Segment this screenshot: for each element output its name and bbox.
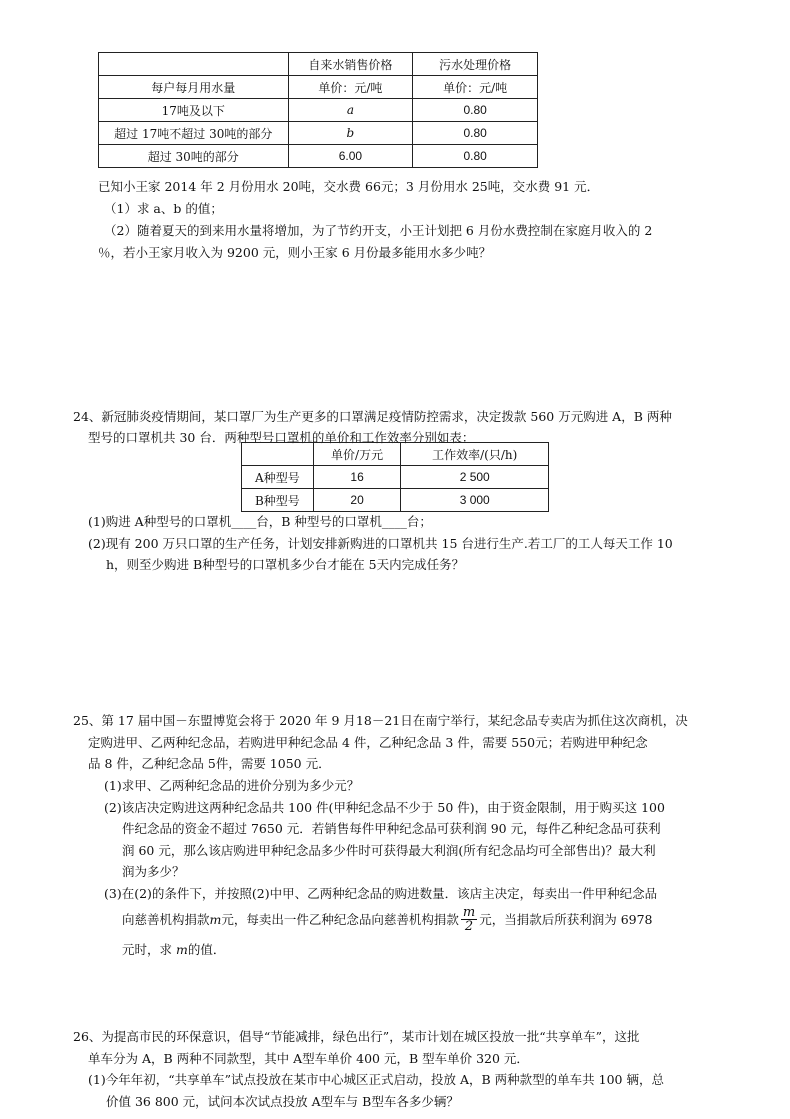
q25-part2-line2: 件纪念品的资金不超过 7650 元．若销售每件甲种纪念品可获利润 90 元，每件乙种纪念品可获利: [122, 821, 661, 836]
q24-line1: 24、新冠肺炎疫情期间，某口罩厂为生产更多的口罩满足疫情防控需求，决定拨款 560 万元购进 A，B 两种: [73, 409, 672, 424]
q23-part1: （1）求 a、b 的值；: [104, 201, 223, 216]
fraction-denominator: 2: [464, 918, 474, 934]
q25-text: 元，当捐款后所获利润为 6978: [479, 912, 653, 927]
q25-part3-line2: [122, 902, 653, 936]
table-cell: 单价/万元: [313, 443, 401, 466]
table-row: [242, 489, 549, 512]
q25-part2-line4: 润为多少？: [122, 864, 185, 879]
table-cell: 自来水销售价格: [288, 53, 413, 76]
q26-part1-line2: 价值 36 800 元，试问本次试点投放 A型车与 B型车各多少辆？: [106, 1094, 459, 1109]
table-cell: 超过 17吨不超过 30吨的部分: [99, 122, 289, 145]
q24-part1: (1)购进 A种型号的口罩机____台，B 种型号的口罩机____台；: [88, 514, 432, 529]
q24-part2-line1: (2)现有 200 万只口罩的生产任务，计划安排新购进的口罩机共 15 台进行生产.若工厂的工人每天工作 10: [88, 536, 673, 551]
table-cell: 20: [313, 489, 401, 512]
table-cell: 单价：元/吨: [288, 76, 413, 99]
table-row: [99, 76, 538, 99]
q26-part1-line1: (1)今年年初，“共享单车”试点投放在某市中心城区正式启动，投放 A，B 两种款型的单车共 100 辆，总: [88, 1072, 664, 1087]
table-cell: 工作效率/(只/h): [401, 443, 549, 466]
table-cell: 0.80: [413, 122, 538, 145]
fraction-m-over-2: [461, 906, 477, 933]
q26-line2: 单车分为 A，B 两种不同款型，其中 A型车单价 400 元，B 型车单价 320 元．: [88, 1051, 529, 1066]
table-row: [99, 145, 538, 168]
q25-text: 元，每卖出一件乙种纪念品向慈善机构捐款: [221, 912, 459, 927]
table-cell: 0.80: [413, 99, 538, 122]
q25-part2-line3: 润 60 元，那么该店购进甲种纪念品多少件时可获得最大利润(所有纪念品均可全部售出)？最大利: [122, 843, 656, 858]
q25-part1: (1)求甲、乙两种纪念品的进价分别为多少元？: [104, 778, 360, 793]
water-price-table: [98, 52, 538, 168]
table-cell: 单价：元/吨: [413, 76, 538, 99]
table-cell: 3 000: [401, 489, 549, 512]
table-cell: 17吨及以下: [99, 99, 289, 122]
q25-line1: 25、第 17 届中国－东盟博览会将于 2020 年 9 月18－21日在南宁举行，某纪念品专卖店为抓住这次商机，决: [73, 713, 688, 728]
q26-line1: 26、为提高市民的环保意识，倡导“节能减排，绿色出行”，某市计划在城区投放一批“共享单车”，这批: [73, 1029, 640, 1044]
table-row: [99, 53, 538, 76]
table-row: [99, 122, 538, 145]
table-cell: 每户每月用水量: [99, 76, 289, 99]
fraction-numerator: m: [462, 904, 476, 920]
table-row: [242, 466, 549, 489]
q25-text: 向慈善机构捐款: [122, 912, 210, 927]
table-row: [242, 443, 549, 466]
table-cell: 超过 30吨的部分: [99, 145, 289, 168]
q24-line2: 型号的口罩机共 30 台．两种型号口罩机的单价和工作效率分别如表：: [88, 430, 475, 445]
q23-part2-line2: ％，若小王家月收入为 9200 元，则小王家 6 月份最多能用水多少吨？: [98, 245, 492, 260]
table-row: [99, 99, 538, 122]
q25-line2: 定购进甲、乙两种纪念品，若购进甲种纪念品 4 件，乙种纪念品 3 件，需要 550元；若购进甲种纪念: [88, 735, 648, 750]
q23-intro: 已知小王家 2014 年 2 月份用水 20吨，交水费 66元；3 月份用水 25吨，交水费 91 元．: [98, 179, 600, 194]
table-cell: A种型号: [242, 466, 314, 489]
q25-text: 的值．: [187, 942, 226, 957]
machine-table: [241, 442, 549, 512]
q25-line3: 品 8 件，乙种纪念品 5件，需要 1050 元．: [88, 756, 331, 771]
q25-part2-line1: (2)该店决定购进这两种纪念品共 100 件(甲种纪念品不少于 50 件)，由于资金限制，用于购买这 100: [104, 800, 665, 815]
table-cell: 2 500: [401, 466, 549, 489]
table-cell: a: [288, 99, 413, 122]
q25-part3-line3: [122, 940, 225, 958]
table-cell: 0.80: [413, 145, 538, 168]
table-cell: b: [288, 122, 413, 145]
q23-part2-line1: （2）随着夏天的到来用水量将增加，为了节约开支，小王计划把 6 月份水费控制在家庭月收入的 2: [104, 223, 653, 238]
table-cell: [242, 443, 314, 466]
q25-part3-line1: (3)在(2)的条件下，并按照(2)中甲、乙两种纪念品的购进数量．该店主决定，每卖出一件甲种纪念品: [104, 886, 658, 901]
table-cell: [99, 53, 289, 76]
table-cell: 16: [313, 466, 401, 489]
table-cell: 6.00: [288, 145, 413, 168]
table-cell: B种型号: [242, 489, 314, 512]
math-variable-m: m: [175, 942, 188, 957]
math-variable-m: m: [209, 911, 222, 927]
q25-text: 元时，求: [122, 942, 176, 957]
q24-part2-line2: h，则至少购进 B种型号的口罩机多少台才能在 5天内完成任务？: [106, 557, 465, 572]
table-cell: 污水处理价格: [413, 53, 538, 76]
